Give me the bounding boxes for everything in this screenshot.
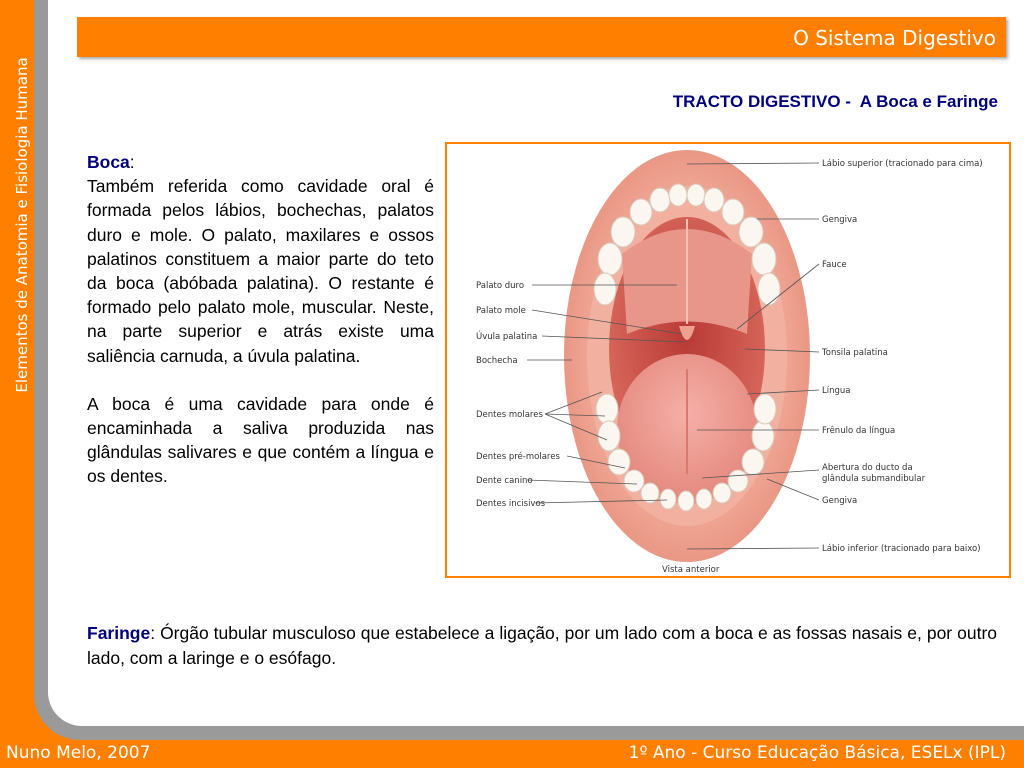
label-gengiva-inferior: Gengiva	[822, 496, 858, 506]
label-lingua: Língua	[822, 386, 851, 396]
faringe-paragraph	[87, 621, 997, 670]
label-frenulo: Frênulo da língua	[822, 426, 896, 436]
faringe-term: Faringe	[87, 623, 151, 643]
label-labio-superior: Lábio superior (tracionado para cima)	[822, 159, 983, 169]
title-bar	[77, 17, 1006, 57]
boca-term: Boca	[87, 152, 130, 172]
footer-course: 1º Ano - Curso Educação Básica, ESELx (IPL)	[628, 743, 1006, 763]
label-glandula: glândula submandibular	[822, 474, 926, 484]
label-palato-mole: Palato mole	[476, 306, 526, 316]
boca-colon: :	[129, 152, 135, 172]
faringe-text: : Órgão tubular musculoso que estabelece a ligação, por um lado com a boca e as fossas nasais e, por outro lado, com a laringe e o esófago.	[87, 623, 997, 668]
boca-text-block	[87, 150, 434, 489]
label-labio-inferior: Lábio inferior (tracionado para baixo)	[822, 544, 981, 554]
boca-paragraph-1-text: Também referida como cavidade oral é formada pelos lábios, bochechas, palatos duro e mole. O palato, maxilares e ossos palatinos constituem a maior parte do teto da boca (abóbada palatina). O restante é formado pelo palato mole, muscular. Neste, na parte superior e atrás existe uma saliência carnuda, a úvula palatina.	[87, 176, 434, 366]
label-tonsila: Tonsila palatina	[822, 348, 888, 358]
label-palato-duro: Palato duro	[476, 281, 525, 291]
section-subtitle: TRACTO DIGESTIVO - A Boca e Faringe	[672, 92, 998, 111]
page-title: O Sistema Digestivo	[793, 26, 996, 50]
label-gengiva-superior: Gengiva	[822, 215, 858, 225]
label-abertura-ducto: Abertura do ducto da	[822, 463, 913, 473]
label-uvula: Úvula palatina	[476, 332, 538, 342]
sidebar-title: Elementos de Anatomia e Fisiologia Humana	[13, 57, 31, 393]
figure-caption: Vista anterior	[662, 565, 720, 575]
label-bochecha: Bochecha	[476, 356, 518, 366]
label-dentes-pre-molares: Dentes pré-molares	[476, 452, 560, 462]
mouth-anatomy-figure	[445, 142, 1011, 578]
label-dente-canino: Dente canino	[476, 476, 533, 486]
boca-paragraph-1	[87, 150, 434, 368]
mouth-illustration	[447, 144, 1009, 576]
footer-author: Nuno Melo, 2007	[6, 743, 151, 763]
label-fauce: Fauce	[822, 260, 847, 270]
label-dentes-molares: Dentes molares	[476, 410, 543, 420]
label-dentes-incisivos: Dentes incisivos	[476, 499, 546, 509]
boca-paragraph-2: A boca é uma cavidade para onde é encaminhada a saliva produzida nas glândulas salivares e que contém a língua e os dentes.	[87, 393, 434, 487]
